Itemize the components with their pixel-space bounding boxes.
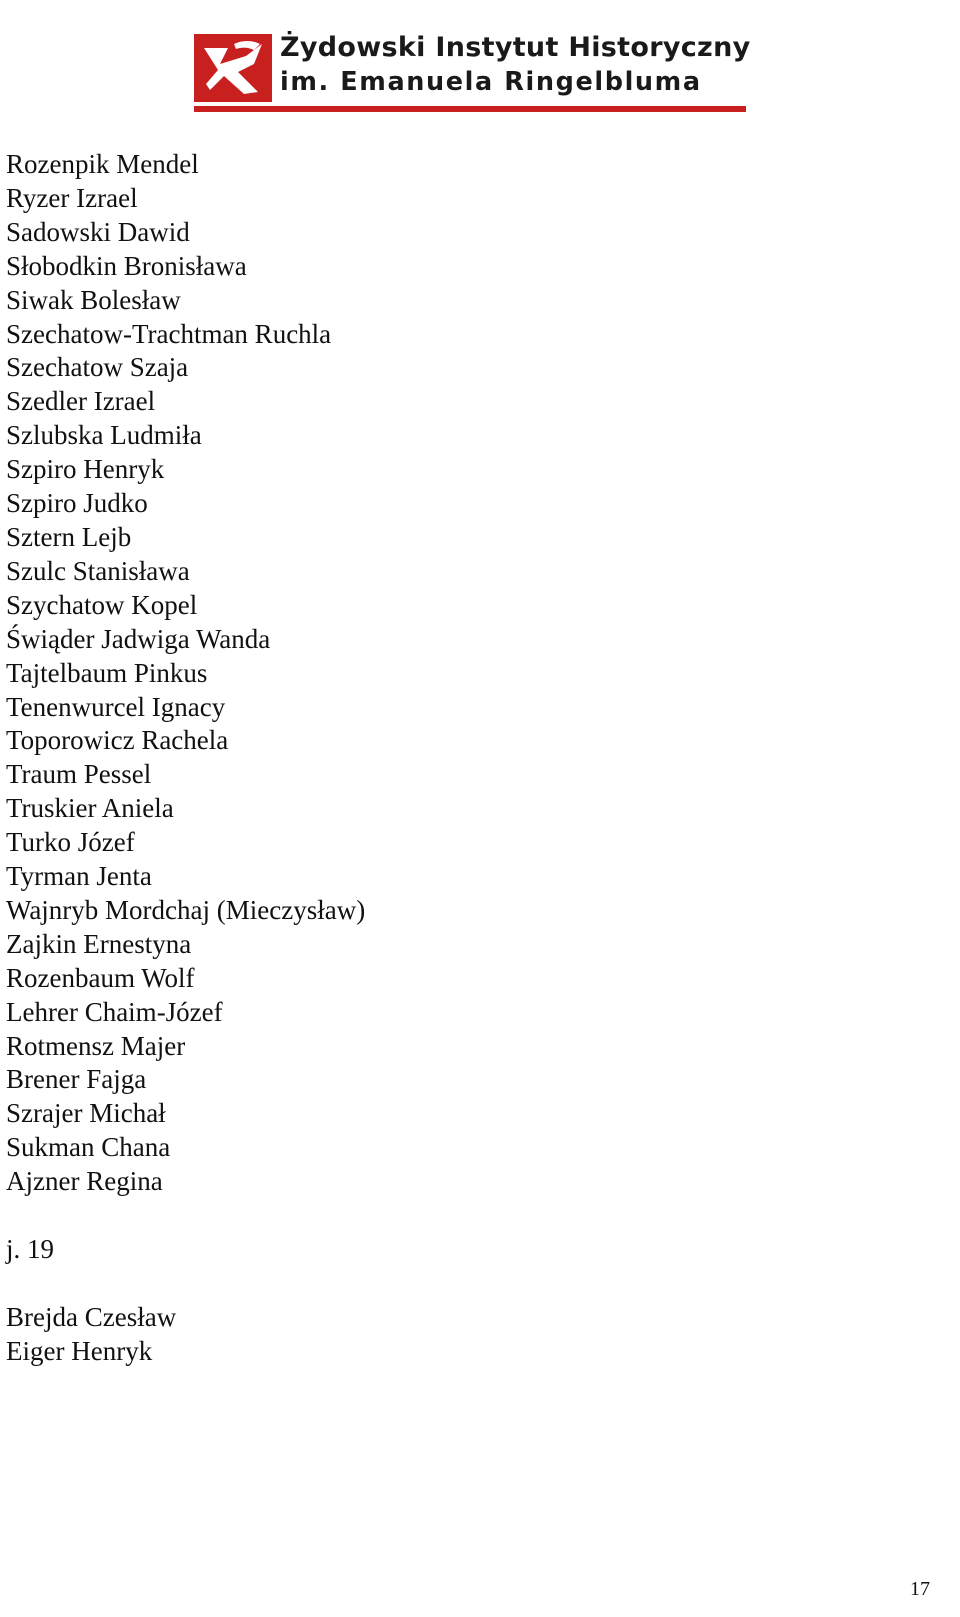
name-entry: Słobodkin Bronisława [6, 250, 247, 281]
name-entry: Świąder Jadwiga Wanda [6, 623, 271, 654]
zih-logo-icon [194, 34, 272, 102]
institute-name: Żydowski Instytut Historyczny [280, 32, 751, 63]
name-entry: Sztern Lejb [6, 521, 132, 552]
name-entry: Siwak Bolesław [6, 284, 181, 315]
name-entry: Szrajer Michał [6, 1098, 166, 1129]
name-entry: Szpiro Judko [6, 488, 148, 519]
name-entry: Ajzner Regina [6, 1166, 163, 1197]
page-number: 17 [910, 1578, 930, 1600]
name-entry: Tenenwurcel Ignacy [6, 691, 226, 722]
name-entry: Szlubska Ludmiła [6, 420, 202, 451]
name-entry: Brener Fajga [6, 1064, 147, 1095]
names-group-2 [6, 1301, 365, 1369]
name-entry: Turko Józef [6, 827, 135, 858]
name-entry: Szedler Izrael [6, 386, 156, 417]
name-entry: Ryzer Izrael [6, 182, 138, 213]
header-rule [194, 106, 746, 112]
name-entry: Tajtelbaum Pinkus [6, 657, 208, 688]
name-entry: Rozenbaum Wolf [6, 962, 195, 993]
name-entry: Brejda Czesław [6, 1301, 177, 1332]
section-label: j. 19 [6, 1233, 55, 1264]
name-entry: Szulc Stanisława [6, 555, 190, 586]
name-entry: Zajkin Ernestyna [6, 928, 192, 959]
name-entry: Szechatow Szaja [6, 352, 189, 383]
institute-header [194, 30, 751, 118]
institute-subtitle: im. Emanuela Ringelbluma [280, 67, 702, 97]
name-entry: Szychatow Kopel [6, 589, 198, 620]
name-entry: Sadowski Dawid [6, 216, 190, 247]
name-entry: Traum Pessel [6, 759, 152, 790]
names-group-1 [6, 148, 365, 1199]
name-entry: Rotmensz Majer [6, 1030, 186, 1061]
name-entry: Tyrman Jenta [6, 861, 152, 892]
name-entry: Szechatow-Trachtman Ruchla [6, 318, 332, 349]
name-entry: Szpiro Henryk [6, 454, 165, 485]
name-entry: Toporowicz Rachela [6, 725, 229, 756]
name-entry: Rozenpik Mendel [6, 149, 199, 179]
name-entry: Truskier Aniela [6, 793, 174, 824]
name-entry: Wajnryb Mordchaj (Mieczysław) [6, 894, 366, 925]
name-list [6, 148, 365, 1369]
name-entry: Lehrer Chaim-Józef [6, 996, 223, 1027]
name-entry: Sukman Chana [6, 1132, 171, 1163]
name-entry: Eiger Henryk [6, 1335, 153, 1366]
